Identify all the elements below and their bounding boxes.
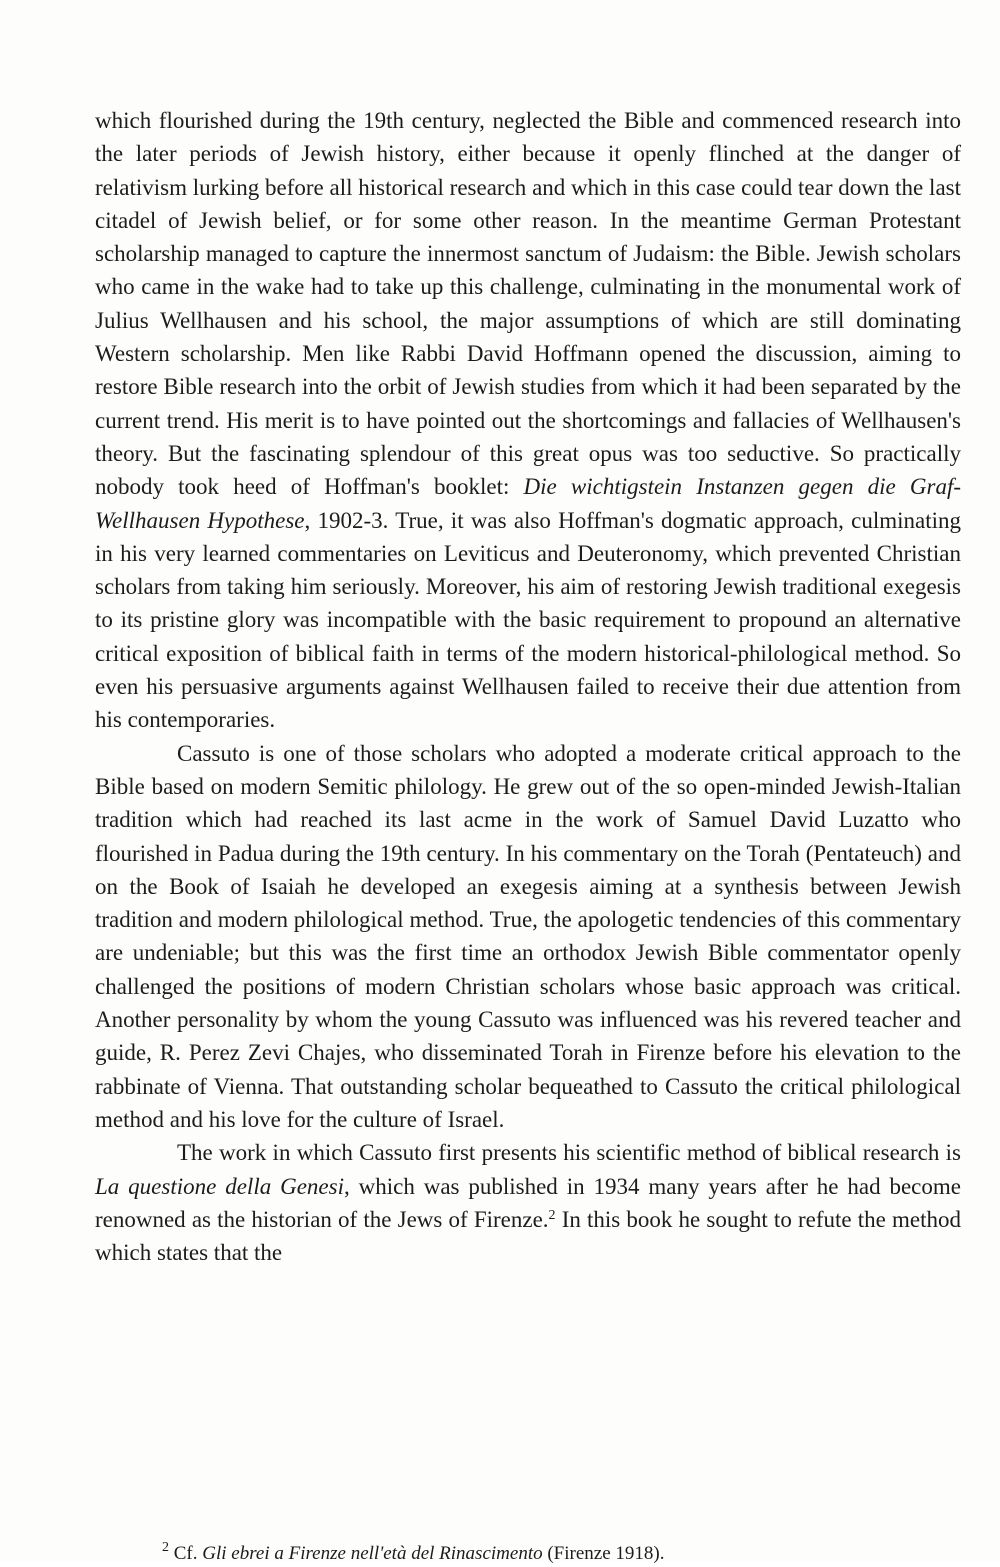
footnote — [162, 1541, 922, 1567]
footnote-reference[interactable]: 2 — [548, 1207, 556, 1223]
paragraph-2-text: Cassuto is one of those scholars who adopted a moderate critical approach to the Bible based on modern Semitic philology. He grew out of the so open-minded Jewish-Italian tradition which had reached its last acme in the work of Samuel David Luzatto who flourished in Padua during the 19th century. In his commentary on the Torah (Pentateuch) and on the Book of Isaiah he developed an exegesis aiming at a synthesis between Jewish tradition and modern philological method. True, the apologetic tendencies of this commentary are undeniable; but this was the first time an orthodox Jewish Bible commentator openly challenged the positions of modern Christian scholars whose basic approach was critical. Another personality by whom the young Cassuto was influenced was his revered teacher and guide, R. Perez Zevi Chajes, who disseminated Torah in Firenze before his elevation to the rabbinate of Vienna. That outstanding scholar bequeathed to Cassuto the critical philological method and his love for the culture of Israel. — [95, 740, 961, 1132]
paragraph-1-text: which flourished during the 19th century, neglected the Bible and commenced research into the later periods of Jewish history, either because it openly flinched at the danger of relativism lurking before all historical research and which in this case could tear down the last citadel of Jewish belief, or for some other reason. In the meantime German Protestant scholarship managed to capture the innermost sanctum of Judaism: the Bible. Jewish scholars who came in the wake had to take up this challenge, culminating in the monumental work of Julius Wellhausen and his school, the major assumptions of which are still dominating Western scholarship. Men like Rabbi David Hoffmann opened the discussion, aiming to restore Bible research into the orbit of Jewish studies from which it had been separated by the current trend. His merit is to have pointed out the shortcomings and fallacies of Wellhausen's theory. But the fascinating splendour of this great opus was too seductive. So practically nobody took heed of Hoffman's booklet: — [95, 108, 961, 500]
paragraph-3-text: The work in which Cassuto first presents his scientific method of biblical research is — [177, 1140, 961, 1166]
paragraph-3-italic-title: La questione della Genesi — [95, 1173, 344, 1199]
footnote-marker: 2 — [162, 1540, 169, 1555]
body-text — [95, 104, 961, 1269]
paragraph-3-continuation: , which was published in 1934 many years after he had become renowned as the historian of the Jews of Firenze. — [95, 1173, 961, 1232]
footnote-prefix: Cf. — [173, 1543, 203, 1564]
paragraph-3-ending: In this book he sought to refute the method which states that the — [95, 1206, 961, 1266]
paragraph-3 — [95, 1136, 961, 1269]
footnote-suffix: (Firenze 1918). — [542, 1543, 665, 1564]
footnote-italic-title: Gli ebrei a Firenze nell'età del Rinascimento — [202, 1543, 543, 1564]
paragraph-1-italic-title: Die wichtigstein Instanzen gegen die Graf-Wellhausen Hypothese — [95, 474, 961, 533]
paragraph-1 — [95, 104, 961, 737]
paragraph-1-continuation: , 1902-3. True, it was also Hoffman's dogmatic approach, culminating in his very learned commentaries on Leviticus and Deuteronomy, which prevented Christian scholars from taking him seriously. Moreover, his aim of restoring Jewish traditional exegesis to its pristine glory was incompatible with the basic requirement to propound an alternative critical exposition of biblical faith in terms of the modern historical-philological method. So even his persuasive arguments against Wellhausen failed to receive their due attention from his contemporaries. — [95, 507, 961, 733]
paragraph-2 — [95, 737, 961, 1137]
